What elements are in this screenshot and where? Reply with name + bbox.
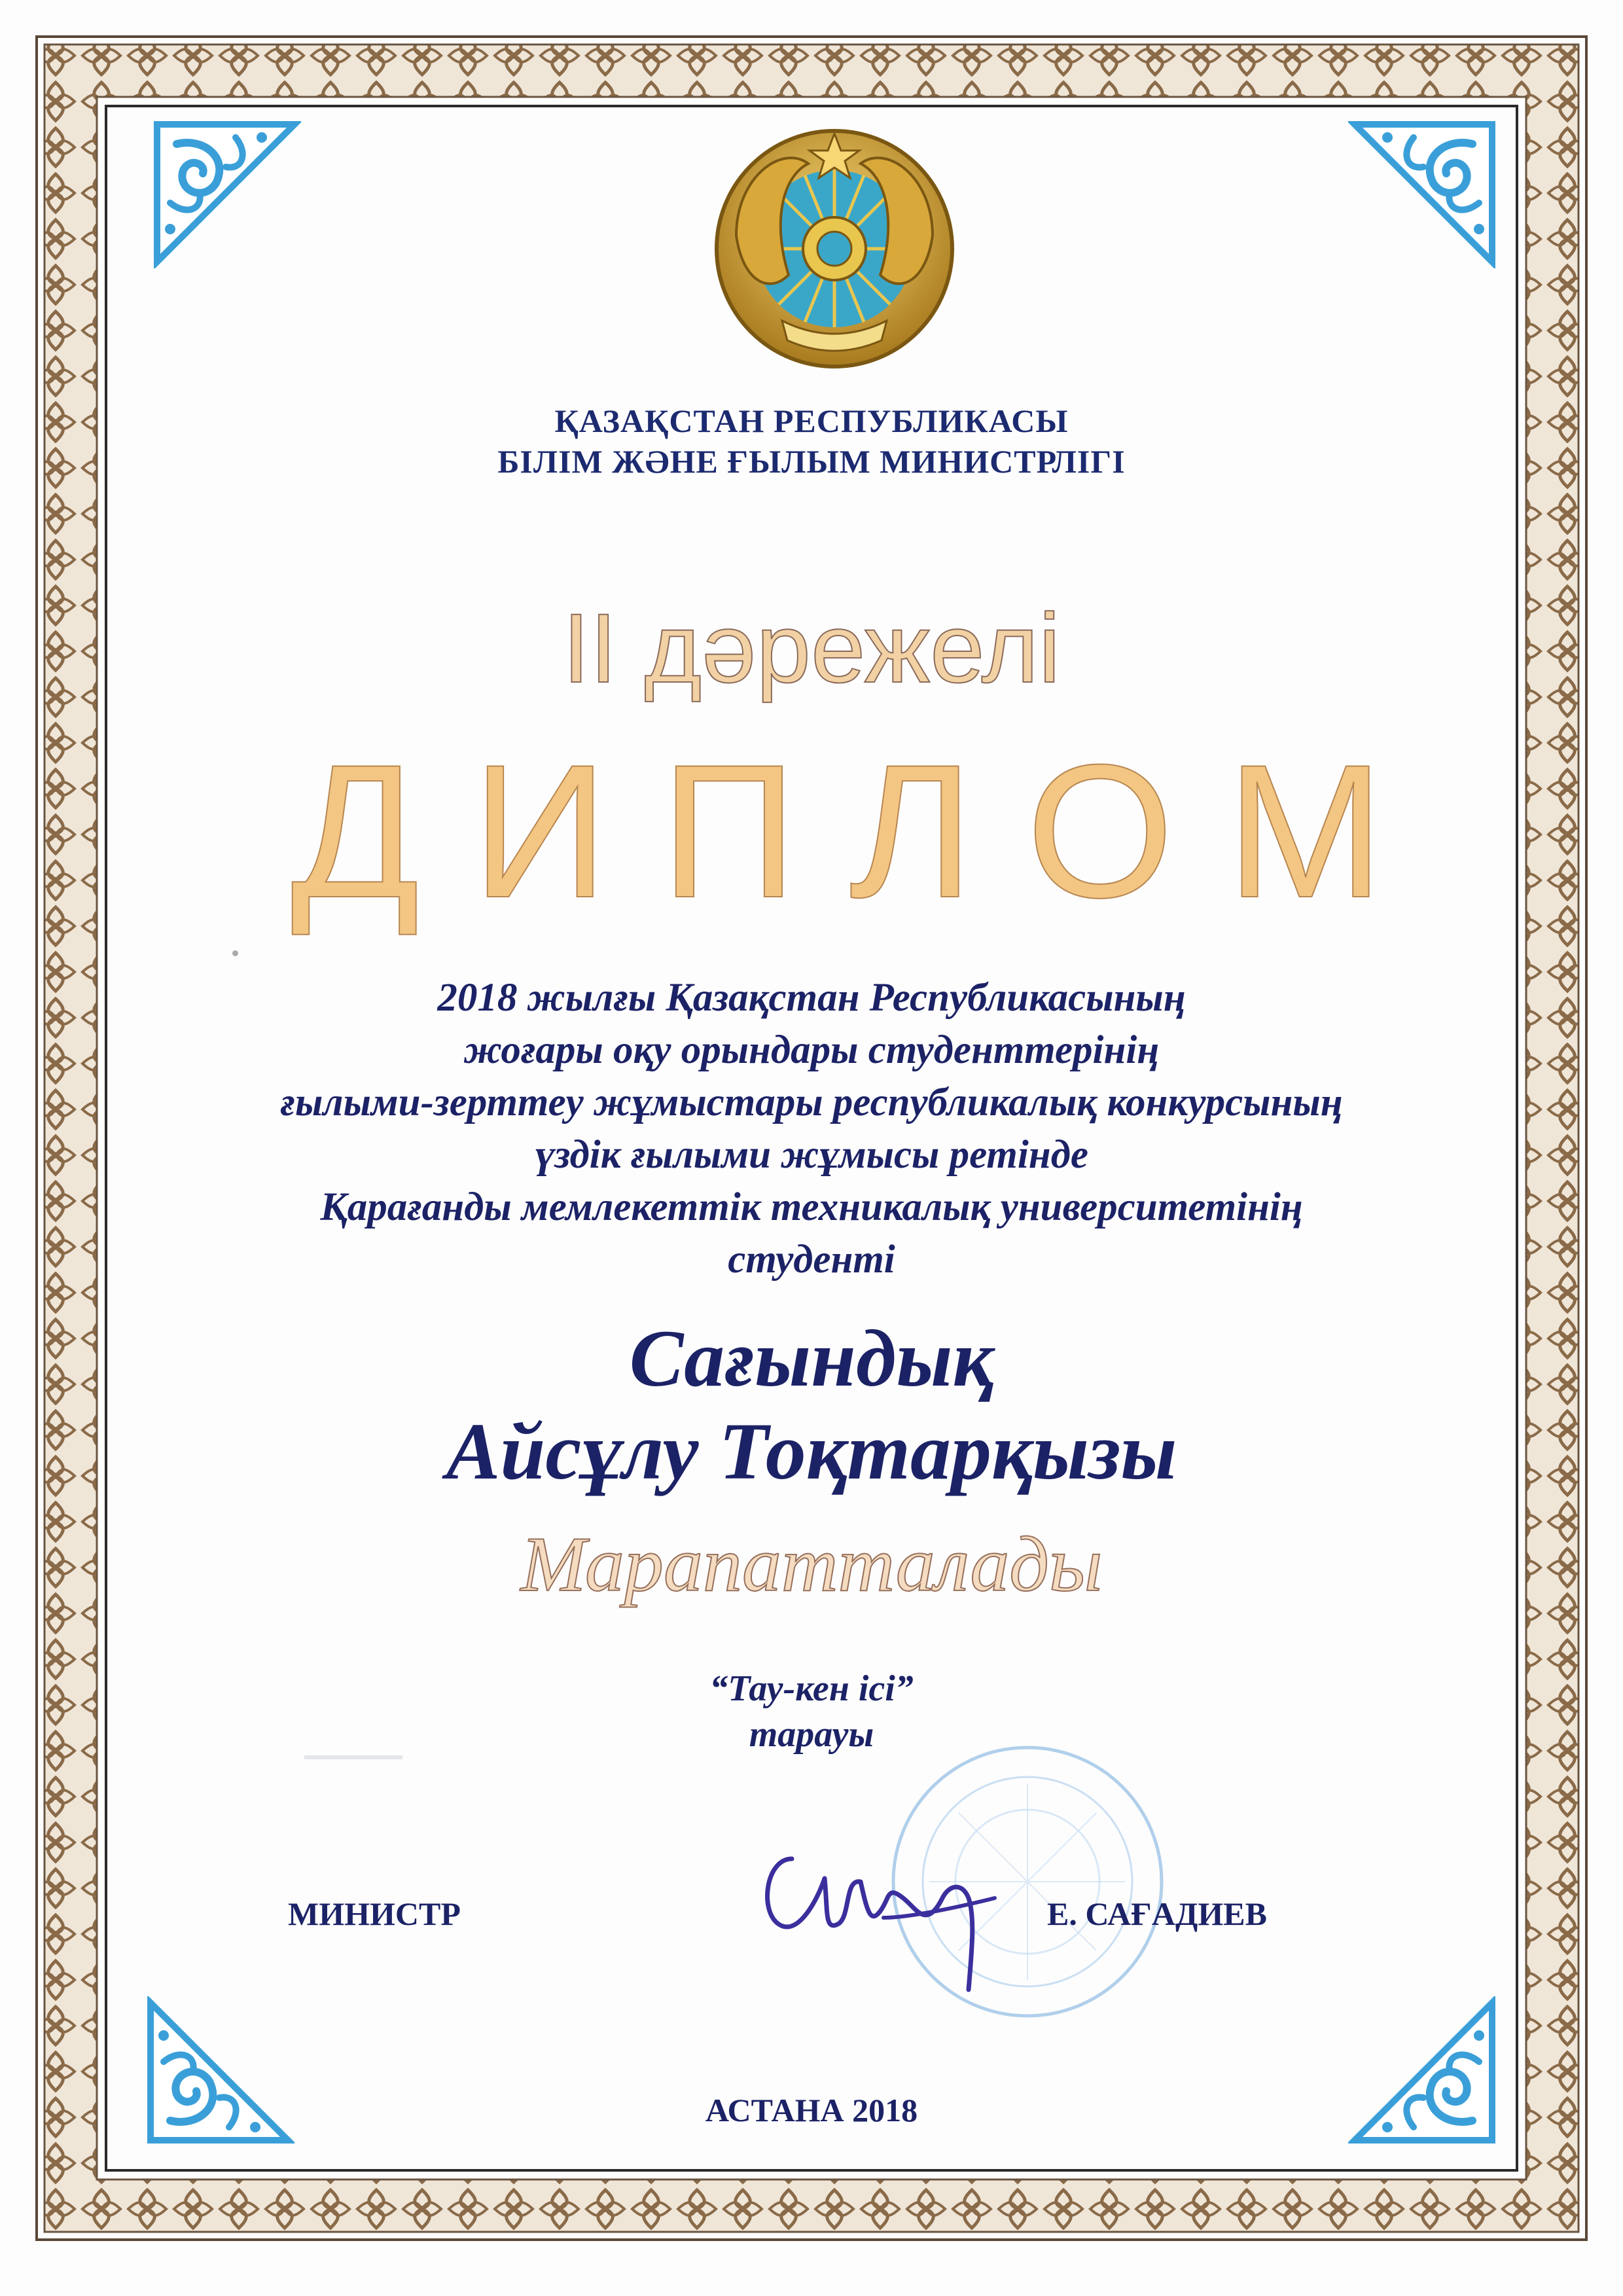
diploma-title: ДИПЛОМ (291, 725, 1437, 937)
degree-title: II дәрежелі (562, 593, 1061, 703)
minister-title: МИНИСТР (288, 1895, 461, 1932)
award-description (164, 972, 1459, 1286)
description-line: 2018 жылғы Қазақстан Республикасының (437, 976, 1186, 1020)
handwritten-signature (746, 1820, 1021, 2003)
description-line: үздік ғылыми жұмысы ретінде (534, 1133, 1089, 1177)
kazakhstan-state-emblem-icon (710, 124, 959, 373)
corner-ornament-top-left (151, 118, 301, 268)
ministry-heading (164, 401, 1459, 482)
corner-ornament-top-right (1348, 118, 1499, 268)
recipient-given-name: Айсұлу Тоқтарқызы (446, 1407, 1177, 1496)
city-year: АСТАНА 2018 (705, 2092, 918, 2128)
scan-smudge (304, 1755, 402, 1759)
description-line: ғылыми-зерттеу жұмыстары республикалық конкурсының (280, 1081, 1343, 1124)
ministry-line-2: БІЛІМ ЖӘНЕ ҒЫЛЫМ МИНИСТРЛІГІ (497, 443, 1126, 480)
section-name: “Тау-кен ісі” (709, 1668, 914, 1709)
scan-speck (232, 950, 238, 956)
description-line: жоғары оқу орындары студенттерінің (463, 1028, 1160, 1072)
recipient-name (164, 1312, 1459, 1498)
minister-name: Е. САҒАДИЕВ (1047, 1895, 1267, 1932)
awarded-text: Марапатталады (520, 1520, 1103, 1607)
description-line: Қарағанды мемлекеттік техникалық университетінің (320, 1185, 1303, 1229)
ministry-line-1: ҚАЗАҚСТАН РЕСПУБЛИКАСЫ (554, 403, 1069, 439)
section-label: тарауы (749, 1714, 874, 1755)
award-section (164, 1666, 1459, 1757)
description-line: студенті (728, 1238, 895, 1282)
recipient-surname: Сағындық (629, 1314, 994, 1403)
